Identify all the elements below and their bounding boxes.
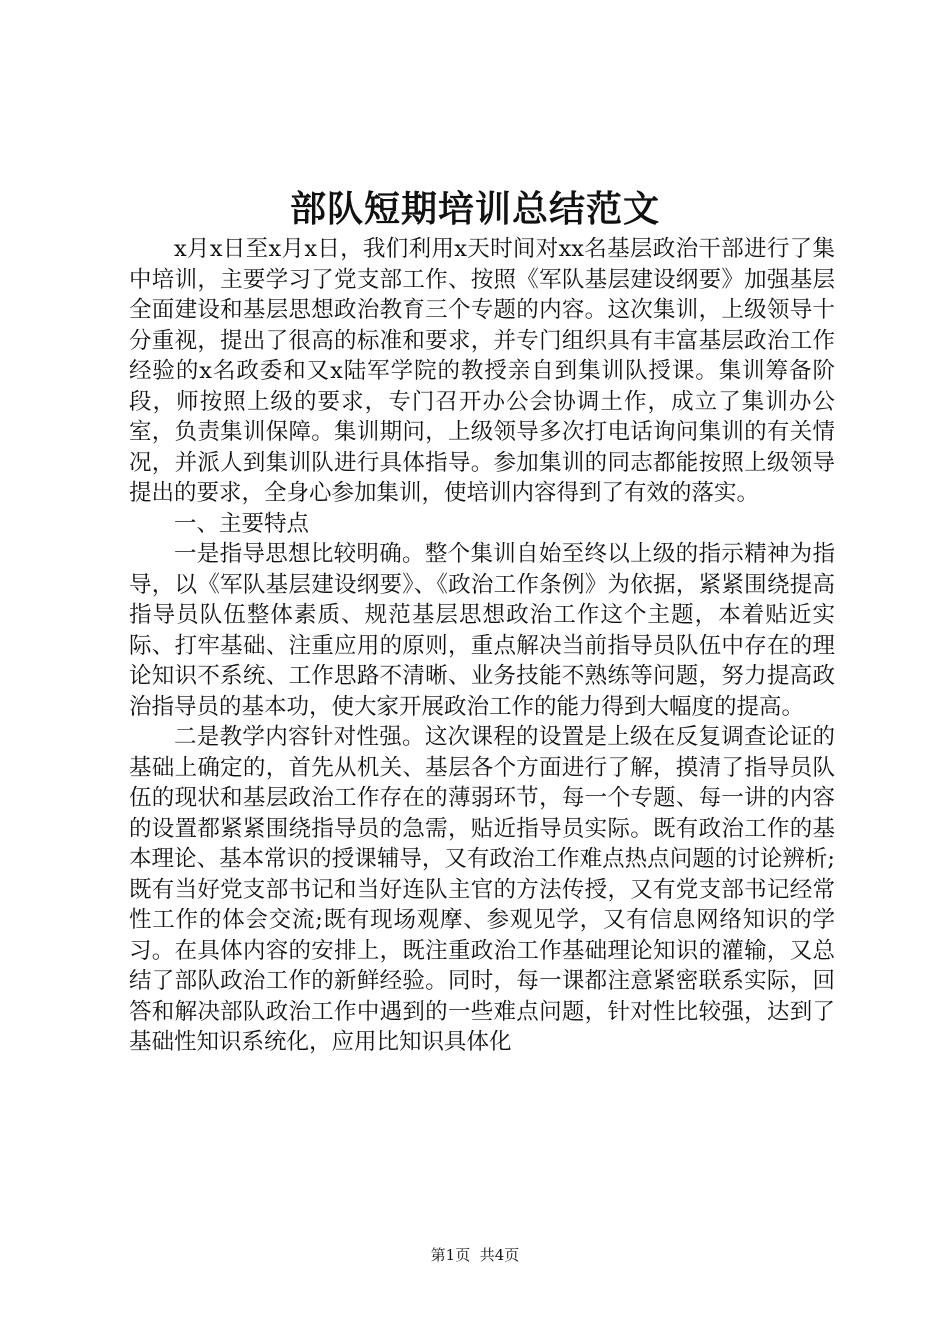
section-heading-main-features: 一、主要特点 bbox=[174, 510, 310, 537]
page-number: 第1页 bbox=[430, 1246, 471, 1264]
page-total: 共4页 bbox=[479, 1246, 520, 1264]
paragraph-point-two: 二是教学内容针对性强。这次课程的设置是上级在反复调查论证的基础上确定的，首先从机关、基层各个方面进行了解，摸清了指导员队伍的现状和基层政治工作存在的薄弱环节，每一个专题、每一讲的内容的设置都紧紧围绕指导员的急需，贴近指导员实际。既有政治工作的基本理论、基本常识的授课辅导，又有政治工作难点热点问题的讨论辨析;既有当好党支部书记和当好连队主官的方法传授，又有党支部书记经常性工作的体会交流;既有现场观摩、参观见学，又有信息网络知识的学习。在具体内容的安排上，既注重政治工作基础理论知识的灌输，又总结了部队政治工作的新鲜经验。同时，每一课都注意紧密联系实际，回答和解决部队政治工作中遇到的一些难点问题，针对性比较强，达到了基础性知识系统化，应用比知识具体化 bbox=[129, 724, 835, 1055]
document-body bbox=[129, 234, 835, 1058]
paragraph-point-one: 一是指导思想比较明确。整个集训自始至终以上级的指示精神为指导，以《军队基层建设纲要》、《政治工作条例》为依据，紧紧围绕提高指导员队伍整体素质、规范基层思想政治工作这个主题，本着贴近实际、打牢基础、注重应用的原则，重点解决当前指导员队伍中存在的理论知识不系统、工作思路不清晰、业务技能不熟练等问题，努力提高政治指导员的基本功，使大家开展政治工作的能力得到大幅度的提高。 bbox=[129, 541, 835, 720]
page-footer bbox=[0, 1245, 950, 1265]
document-title: 部队短期培训总结范文 bbox=[289, 188, 660, 230]
paragraph-intro: x月x日至x月x日，我们利用x天时间对xx名基层政治干部进行了集中培训，主要学习了党支部工作、按照《军队基层建设纲要》加强基层全面建设和基层思想政治教育三个专题的内容。这次集训，上级领导十分重视，提出了很高的标准和要求，并专门组织具有丰富基层政治工作经验的x名政委和又x陆军学院的教授亲自到集训队授课。集训筹备阶段，师按照上级的要求，专门召开办公会协调土作，成立了集训办公室，负责集训保障。集训期问，上级领导多次打电话询问集训的有关情况，并派人到集训队进行具体指导。参加集训的同志都能按照上级领导提出的要求，全身心参加集训，使培训内容得到了有效的落实。 bbox=[129, 236, 835, 506]
